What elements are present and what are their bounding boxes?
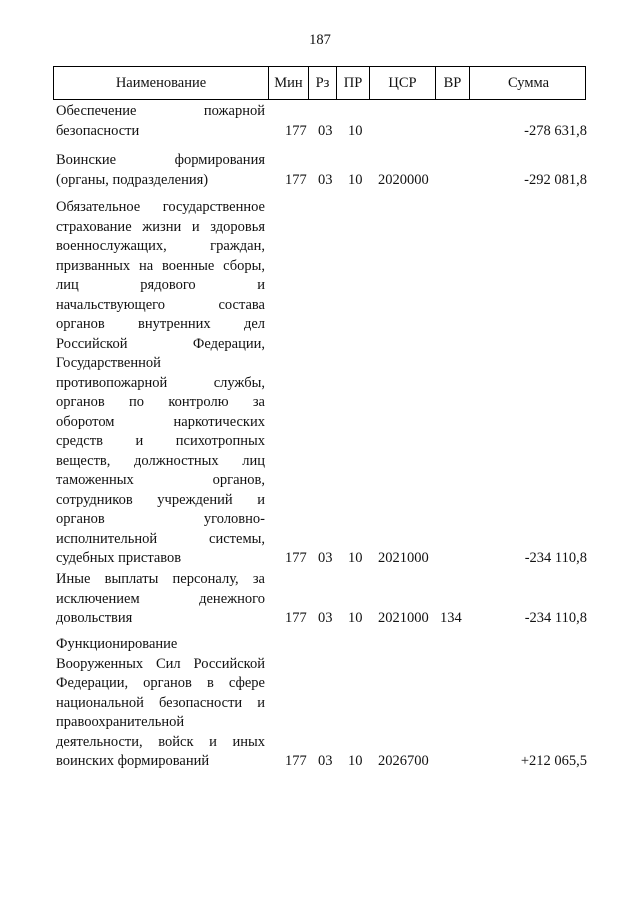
row-name-line: призванных на военные сборы, xyxy=(56,257,265,274)
row-name-line: противопожарной службы, xyxy=(56,374,265,391)
row-pr: 10 xyxy=(348,122,363,139)
row-name xyxy=(56,570,265,629)
row-name-line: (органы, подразделения) xyxy=(56,171,209,188)
row-pr: 10 xyxy=(348,610,363,626)
row-name-line: судебных приставов xyxy=(56,550,182,566)
row-name-line: Обеспечение пожарной xyxy=(56,103,265,119)
row-name-line: исключением денежного xyxy=(56,590,265,607)
row-sum: -278 631,8 xyxy=(524,122,587,139)
row-csr: 2020000 xyxy=(378,171,429,188)
row-name-line: Вооруженных Сил Российской xyxy=(56,655,265,672)
row-name-line: Функционирование xyxy=(56,636,178,652)
row-min: 177 xyxy=(285,753,307,769)
row-name-line: Российской Федерации, xyxy=(56,335,265,352)
page-number: 187 xyxy=(309,32,331,48)
row-min: 177 xyxy=(285,610,307,626)
row-rz: 03 xyxy=(318,610,333,626)
header-name: Наименование xyxy=(115,75,207,91)
row-rz: 03 xyxy=(318,171,333,188)
row-name-line: средств и психотропных xyxy=(56,433,265,449)
row-rz: 03 xyxy=(318,753,333,769)
row-csr: 2021000 xyxy=(378,550,429,566)
row-name-line: таможенных органов, xyxy=(56,472,265,488)
row-name-line: лиц рядового и xyxy=(56,277,265,293)
row-min: 177 xyxy=(285,171,307,188)
row-name-line: органов уголовно- xyxy=(56,511,265,527)
header-sum: Сумма xyxy=(469,67,587,99)
row-name xyxy=(56,102,265,141)
header-rz: Рз xyxy=(308,67,336,99)
row-pr: 10 xyxy=(348,753,363,769)
row-name-line: начальствующего состава xyxy=(56,296,265,313)
row-name-line: Воинские формирования xyxy=(56,152,265,168)
row-name-line: сотрудников учреждений и xyxy=(56,491,265,508)
header-csr: ЦСР xyxy=(369,67,435,99)
row-name-line: безопасности xyxy=(56,122,140,139)
row-name-line: национальной безопасности и xyxy=(56,694,265,711)
row-name-line: Обязательное государственное xyxy=(56,199,265,215)
row-name xyxy=(56,151,265,190)
row-sum: -234 110,8 xyxy=(524,550,587,566)
row-sum: -234 110,8 xyxy=(524,610,587,626)
row-name-line: страхование жизни и здоровья xyxy=(56,218,265,235)
row-name-line: оборотом наркотических xyxy=(56,413,265,430)
row-rz: 03 xyxy=(318,550,333,566)
row-csr: 2021000 xyxy=(378,610,429,626)
row-pr: 10 xyxy=(348,171,363,188)
row-min: 177 xyxy=(285,122,307,139)
row-name-line: Иные выплаты персоналу, за xyxy=(56,571,265,587)
row-name-line: Государственной xyxy=(56,355,161,371)
row-sum: -292 081,8 xyxy=(524,171,587,188)
header-min: Мин xyxy=(268,67,308,99)
row-min: 177 xyxy=(285,550,307,566)
row-name-line: веществ, должностных лиц xyxy=(56,452,265,469)
row-name-line: органов по контролю за xyxy=(56,394,265,410)
row-name-line: воинских формирований xyxy=(56,753,210,769)
header-vr: ВР xyxy=(435,67,469,99)
table-header xyxy=(53,66,586,100)
row-name xyxy=(56,635,265,772)
row-vr: 134 xyxy=(440,610,462,626)
row-rz: 03 xyxy=(318,122,333,139)
row-name-line: военнослужащих, граждан, xyxy=(56,238,265,254)
row-sum: +212 065,5 xyxy=(520,753,587,769)
row-name-line: органов внутренних дел xyxy=(56,316,265,332)
row-pr: 10 xyxy=(348,550,363,566)
row-name-line: исполнительной системы, xyxy=(56,530,265,547)
row-name-line: правоохранительной xyxy=(56,714,185,730)
row-name-line: деятельности, войск и иных xyxy=(56,733,265,750)
row-name-line: Федерации, органов в сфере xyxy=(56,675,265,691)
header-pr: ПР xyxy=(336,67,369,99)
row-name-line: довольствия xyxy=(56,610,133,626)
row-name xyxy=(56,198,265,569)
row-csr: 2026700 xyxy=(378,753,429,769)
